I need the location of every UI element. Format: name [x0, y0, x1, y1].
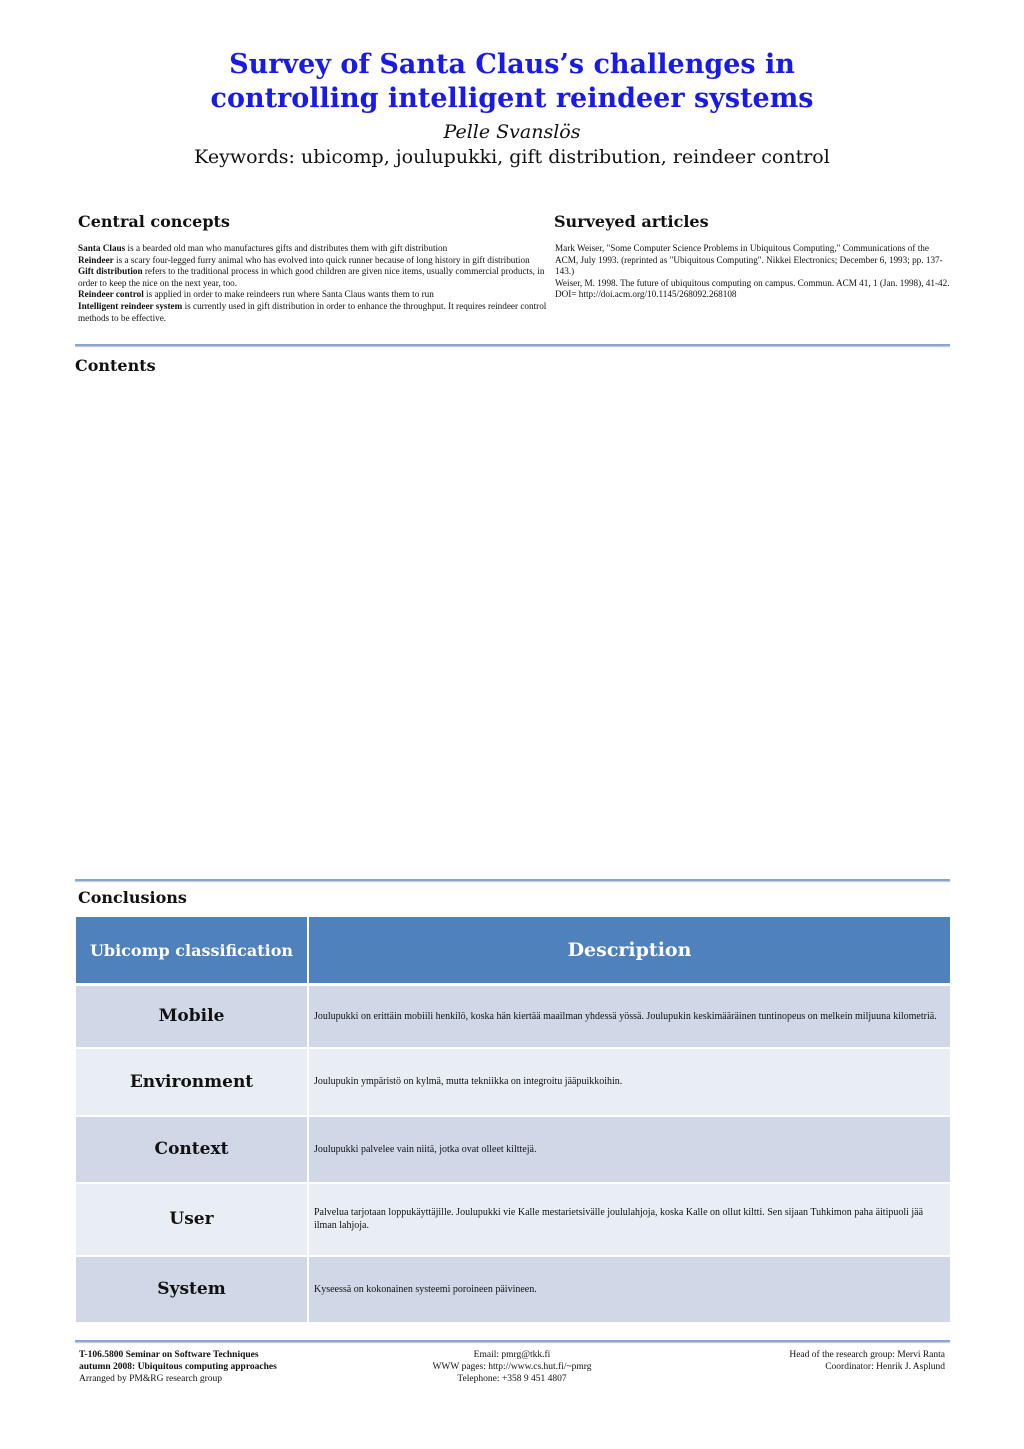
concept-definition: is a scary four-legged furry animal who has evolved into quick runner because of long history in gift distribution [113, 254, 530, 265]
table-row [76, 985, 950, 1048]
classification-cell: User [76, 1183, 308, 1256]
conclusions-heading: Conclusions [78, 888, 187, 907]
footer-contact-info [362, 1349, 662, 1385]
poster-title-line-2: controlling intelligent reindeer systems [210, 83, 814, 114]
contents-heading: Contents [75, 356, 156, 375]
description-cell: Joulupukin ympäristö on kylmä, mutta tekniikka on integroitu jääpuikkoihin. [308, 1048, 950, 1116]
table-header-row [76, 917, 950, 985]
classification-cell: Context [76, 1116, 308, 1183]
concept-definition: is a bearded old man who manufactures gifts and distributes them with gift distribution [125, 243, 448, 253]
footer-divider [75, 1340, 950, 1342]
concept-term: Intelligent reindeer system [78, 300, 183, 311]
concept-term: Reindeer control [78, 289, 144, 300]
table-row [76, 1048, 950, 1116]
footer-coordinator: Coordinator: Henrik J. Asplund [825, 1362, 945, 1372]
conclusions-table [76, 917, 950, 1324]
footer-head-of-group: Head of the research group: Mervi Ranta [789, 1350, 945, 1360]
section-divider [75, 344, 950, 346]
description-cell: Joulupukki on erittäin mobiili henkilö, koska hän kiertää maailman yhdessä yössä. Joulupukin keskimääräinen tuntinopeus on melkein miljuuna kilometriä. [308, 985, 950, 1048]
footer-group-info [645, 1349, 945, 1373]
classification-cell: System [76, 1256, 308, 1323]
article-reference: Mark Weiser, "Some Computer Science Problems in Ubiquitous Computing," Communications of the ACM, July 1993. (reprinted as "Ubiquitous Computing". Nikkei Electronics; December 6, 1993; pp. 137-143.) [555, 243, 943, 277]
footer-course-line: T-106.5800 Seminar on Software Techniques [79, 1350, 259, 1360]
footer-course-line: Arranged by PM&RG research group [79, 1374, 222, 1384]
description-cell: Kyseessä on kokonainen systeemi poroineen päivineen. [308, 1256, 950, 1323]
author: Pelle Svanslös [443, 121, 581, 143]
surveyed-articles-heading: Surveyed articles [554, 212, 709, 231]
footer-telephone: Telephone: +358 9 451 4807 [457, 1374, 567, 1384]
column-header-classification: Ubicomp classification [76, 917, 308, 985]
concept-item [78, 243, 548, 255]
classification-cell: Mobile [76, 985, 308, 1048]
concept-term: Gift distribution [78, 266, 143, 277]
concept-item [78, 266, 548, 289]
concept-definition: refers to the traditional process in which good children are given nice items, usually commercial products, in order to keep the nice on the next year, too. [78, 266, 545, 288]
description-cell: Palvelua tarjotaan loppukäyttäjille. Joulupukki vie Kalle mestarietsivälle joululahjoja, koska Kalle on ollut kiltti. Sen sijaan Tuhkimon paha äitipuoli jää ilman lahjoja. [308, 1183, 950, 1256]
concept-item [78, 255, 548, 267]
footer-email: Email: pmrg@tkk.fi [473, 1350, 551, 1360]
title-block [0, 48, 1024, 170]
central-concepts-list [78, 243, 548, 324]
section-divider [75, 879, 950, 881]
description-cell: Joulupukki palvelee vain niitä, jotka ovat olleet kilttejä. [308, 1116, 950, 1183]
concept-term: Santa Claus [78, 243, 126, 253]
table-row [76, 1183, 950, 1256]
concept-item [78, 301, 548, 324]
column-header-description: Description [308, 917, 950, 985]
table-row [76, 1116, 950, 1183]
concept-term: Reindeer [78, 254, 114, 265]
footer-www: WWW pages: http://www.cs.hut.fi/~pmrg [432, 1362, 592, 1372]
classification-cell: Environment [76, 1048, 308, 1116]
article-reference: Weiser, M. 1998. The future of ubiquitous computing on campus. Commun. ACM 41, 1 (Jan. 1998), 41-42. DOI= http://doi.acm.org/10.1145/268092.268108 [555, 277, 950, 300]
keywords: Keywords: ubicomp, joulupukki, gift distribution, reindeer control [194, 146, 830, 168]
concept-item [78, 289, 548, 301]
footer-course-line: autumn 2008: Ubiquitous computing approaches [79, 1362, 277, 1372]
surveyed-articles-list [555, 243, 950, 301]
table-row [76, 1256, 950, 1323]
concept-definition: is currently used in gift distribution in order to enhance the throughput. It requires reindeer control methods to be effective. [78, 300, 547, 323]
central-concepts-heading: Central concepts [78, 212, 230, 231]
concept-definition: is applied in order to make reindeers run where Santa Claus wants them to run [143, 289, 434, 300]
poster-title-line-1: Survey of Santa Claus’s challenges in [229, 49, 795, 80]
footer-course-info [79, 1349, 379, 1385]
